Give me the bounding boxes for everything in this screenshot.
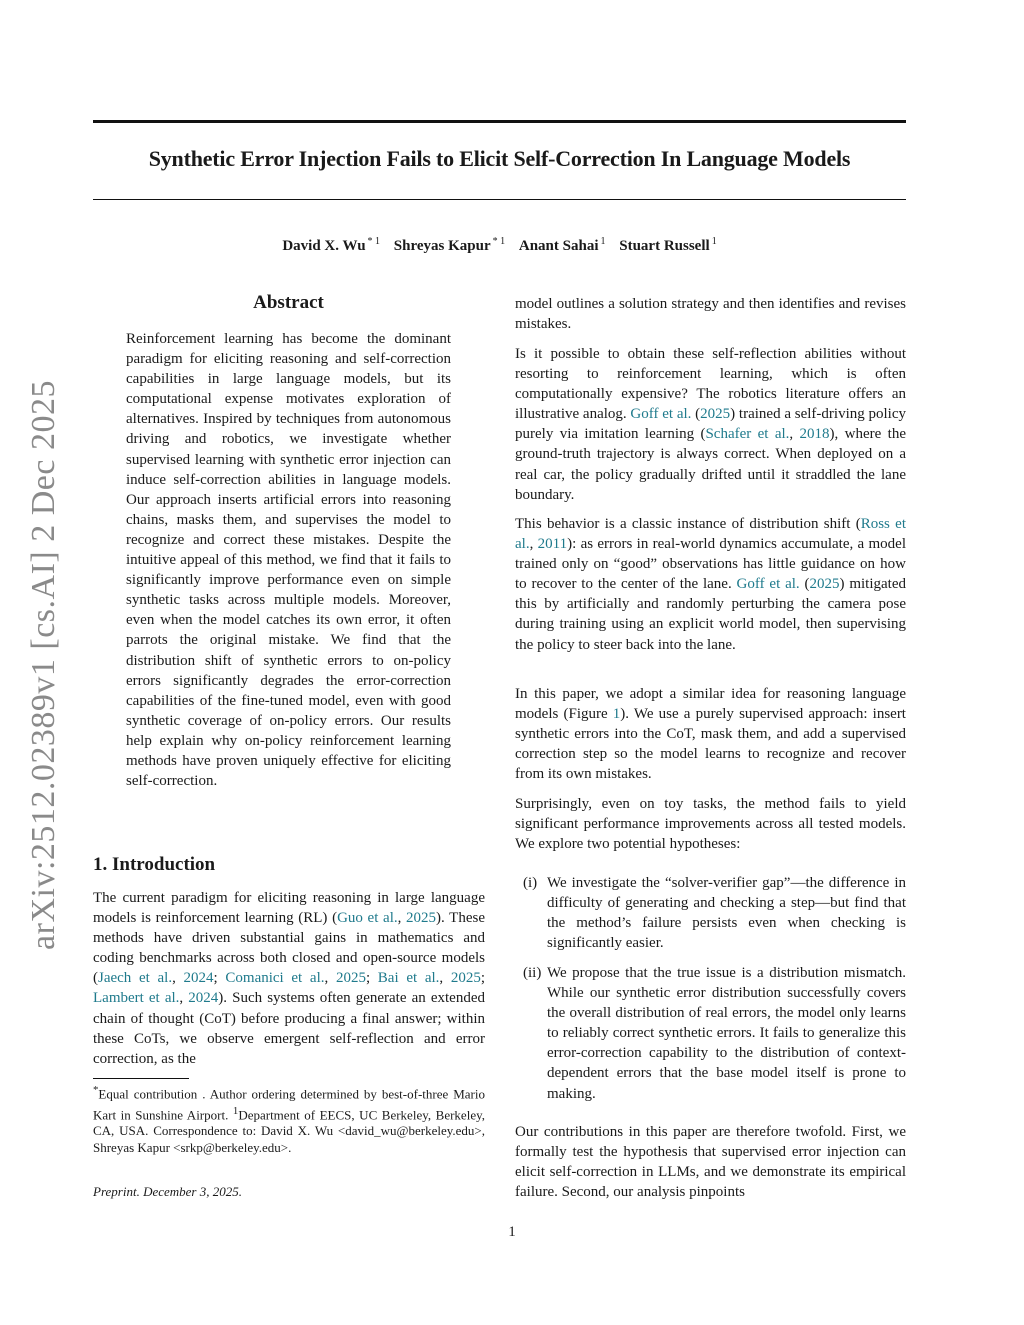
body-paragraph: Our contributions in this paper are therefore twofold. First, we formally test the hypothesis that supervised error injection can elicit self-correction in LLMs, and we demonstrate its empirical failure. Second, our analysis pinpoints (515, 1124, 906, 1201)
citation-link[interactable]: Lambert et al. (93, 990, 180, 1007)
arxiv-identifier: arXiv:2512.02389v1 [cs.AI] 2 Dec 2025 (25, 380, 62, 950)
citation-link[interactable]: 2024 (188, 990, 219, 1007)
body-paragraph: This behavior is a classic instance of distribution shift (Ross et al., 2011): as errors in real-world dynamics accumulate, a model trained only on “good” observations has little guidance on how to recover to the center of the lane. Goff et al. (2025) mitigated this by artificially and randomly perturbing the camera pose during training using an explicit world model, then supervising the policy to steer back into the lane. (515, 516, 907, 653)
citation-link[interactable]: 2018 (799, 426, 830, 443)
citation-link[interactable]: Comanici et al. (225, 970, 325, 987)
introduction-paragraph: The current paradigm for eliciting reasoning in large language models is reinforcement learning (RL) (Guo et al., 2025). These methods have driven substantial gains in mathematics and coding benchmarks across both closed and open-source models (Jaech et al., 2024; Comanici et al., 2025; Bai et al., 2025; Lambert et al., 2024). Such systems often generate an extended chain of thought (CoT) before producing a final answer; within these CoTs, we observe emergent self-reflection and error correction, as the (93, 890, 486, 1067)
citation-link[interactable]: Ross et al. (515, 516, 906, 553)
body-paragraph: Surprisingly, even on toy tasks, the method fails to yield significant performance improvements across all tested models. We explore two potential hypotheses: (515, 796, 906, 853)
page-number: 1 (508, 1224, 516, 1240)
citation-link[interactable]: 2011 (537, 536, 568, 553)
citation-link[interactable]: Jaech et al. (98, 970, 173, 987)
hypothesis-list-item (515, 963, 906, 1104)
figure-reference-link[interactable]: 1 (612, 706, 621, 723)
citation-link[interactable]: 2025 (450, 970, 481, 987)
citation-link[interactable]: 2024 (183, 970, 214, 987)
footnote: *Equal contribution . Author ordering determined by best-of-three Mario Kart in Sunshine Airport. $^1$Department of EECS, UC Berkeley, Berkeley, CA, USA. Correspondence to: David X. Wu <david_wu@berkeley.edu>, Shreyas Kapur <srkp@berkeley.edu>. (93, 1084, 485, 1155)
citation-link[interactable]: Schafer et al. (705, 426, 790, 443)
body-paragraph: In this paper, we adopt a similar idea for reasoning language models (Figure 1). We use a purely supervised approach: insert synthetic errors into the CoT, mask them, and add a supervised correction step so the model learns to recognize and recover from its own mistakes. (515, 686, 906, 783)
paper-title: Synthetic Error Injection Fails to Elicit Self-Correction In Language Models (148, 146, 851, 171)
list-marker: (ii) (523, 965, 542, 981)
citation-link[interactable]: 2025 (406, 910, 437, 927)
body-paragraph: Is it possible to obtain these self-reflection abilities without resorting to reinforcement learning, which is often computationally expensive? The robotics literature offers an illustrative analog. Goff et al. (2025) trained a self-driving policy purely via imitation learning (Schafer et al., 2018), where the ground-truth trajectory is always correct. When deployed on a real car, the policy gradually drifted until it straddled the lane boundary. (515, 346, 907, 503)
citation-link[interactable]: 2025 (809, 576, 840, 593)
author-list (93, 236, 906, 255)
author: Anant Sahai $^1$ (518, 236, 606, 254)
abstract-heading: Abstract (253, 292, 324, 313)
citation-link[interactable]: Goff et al. (736, 576, 800, 593)
section-heading-introduction: 1. Introduction (93, 854, 216, 875)
citation-link[interactable]: Bai et al. (377, 970, 440, 987)
abstract-text: Reinforcement learning has become the dominant paradigm for eliciting reasoning and self-correction capabilities in large language models, but its computational expense motivates exploration of alternatives. Inspired by techniques from autonomous driving and robotics, we investigate whether supervised learning with synthetic error injection can induce self-correction abilities in language models. Our approach inserts artificial errors into reasoning chains, masks them, and supervises the model to recognize and correct these mistakes. Despite the intuitive appeal of this method, we find that it fails to significantly improve performance even on simple synthetic tasks across multiple models. Moreover, even when the model catches its own error, it often parrots the original mistake. We find that the distribution shift of synthetic errors to on-policy errors significantly degrades the error-correction capabilities of the fine-tuned model, even with good synthetic coverage of on-policy errors. Our results help explain why on-policy reinforcement learning methods have proven uniquely effective for eliciting self-correction. (126, 331, 451, 790)
preprint-note: Preprint. December 3, 2025. (93, 1184, 242, 1199)
author: Stuart Russell $^1$ (619, 236, 717, 254)
body-paragraph: model outlines a solution strategy and then identifies and revises mistakes. (515, 296, 906, 333)
footnote-divider (93, 1078, 189, 1079)
hypothesis-list-item (515, 873, 906, 953)
list-marker: (i) (523, 875, 538, 891)
author: Shreyas Kapur $^{* 1}$ (393, 236, 506, 254)
citation-link[interactable]: Goff et al. (630, 406, 692, 423)
title-rule-top (93, 120, 906, 123)
citation-link[interactable]: 2025 (700, 406, 731, 423)
title-rule-bottom (93, 199, 906, 200)
citation-link[interactable]: 2025 (335, 970, 366, 987)
citation-link[interactable]: Guo et al. (337, 910, 398, 927)
list-item-text: We propose that the true issue is a distribution mismatch. While our synthetic error distribution successfully covers the overall distribution of real errors, the model only learns to reliably correct synthetic errors. It fails to generalize this error-correction capability to the distribution of context-dependent errors that the base model itself is prone to making. (547, 965, 906, 1102)
author: David X. Wu $^{* 1}$ (282, 236, 381, 254)
list-item-text: We investigate the “solver-verifier gap”—the difference in difficulty of generating and checking a step—but find that the method’s failure persists even when checking is significantly easier. (547, 875, 906, 952)
